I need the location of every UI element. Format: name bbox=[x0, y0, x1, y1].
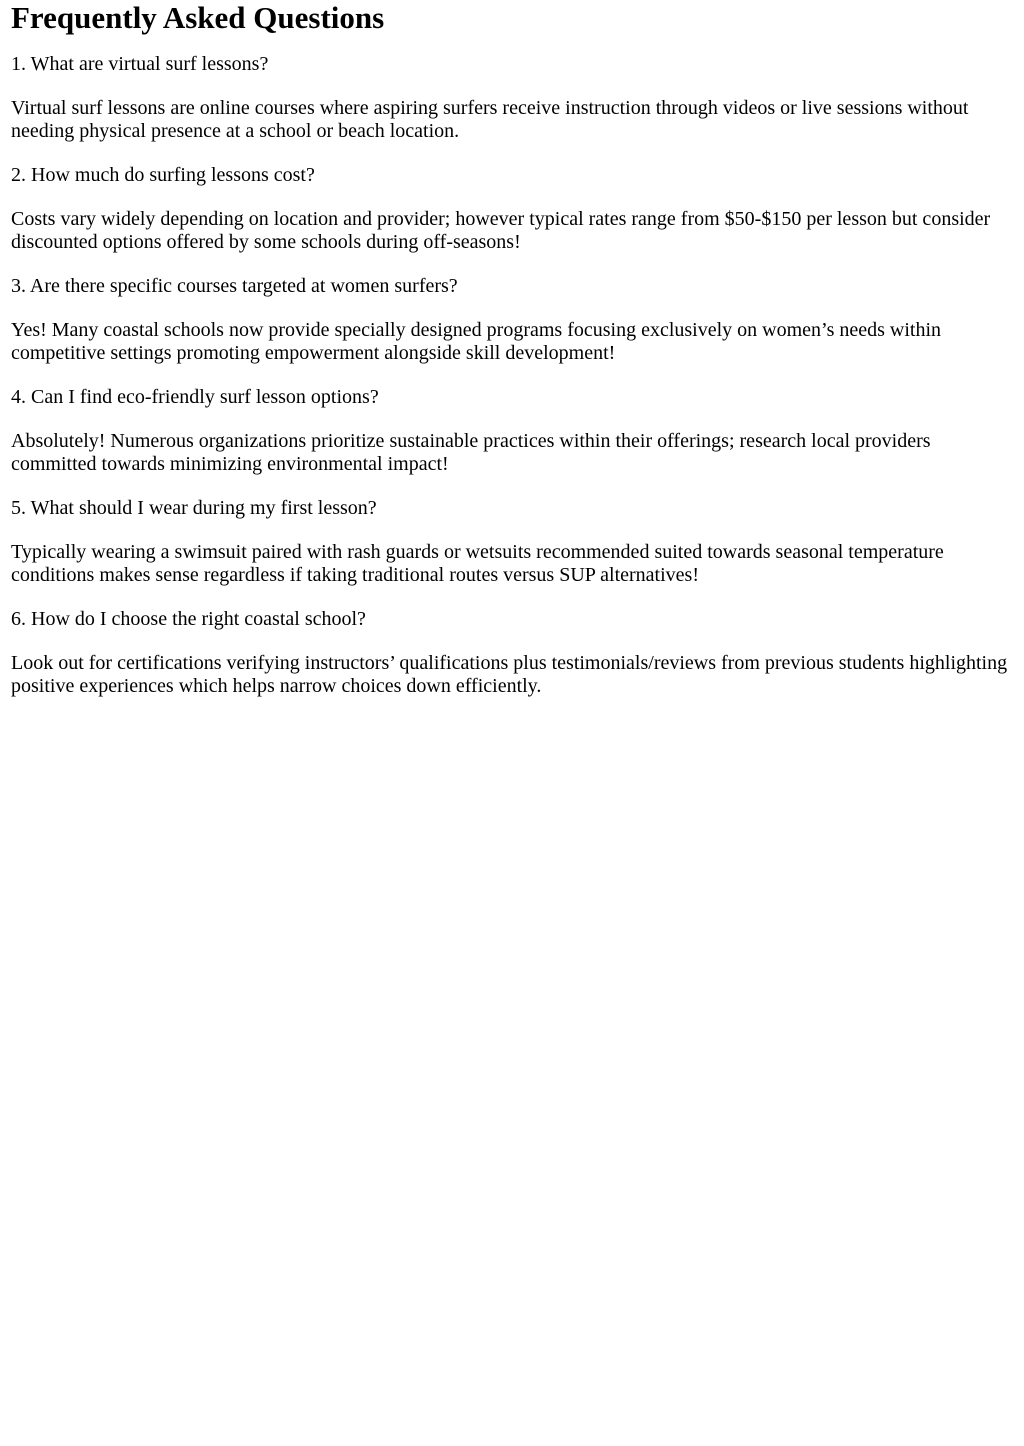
faq-question-6: 6. How do I choose the right coastal school? bbox=[11, 608, 366, 630]
faq-answer-2: Costs vary widely depending on location and provider; however typical rates range from $50-$150 per lesson but consider discounted options offered by some schools during off-seasons! bbox=[11, 208, 991, 253]
page-title: Frequently Asked Questions bbox=[11, 0, 385, 35]
faq-answer-1: Virtual surf lessons are online courses where aspiring surfers receive instruction through videos or live sessions without needing physical presence at a school or beach location. bbox=[11, 97, 969, 142]
faq-answer-6: Look out for certifications verifying instructors’ qualifications plus testimonials/reviews from previous students highlighting positive experiences which helps narrow choices down efficiently. bbox=[11, 652, 1008, 697]
faq-question-1: 1. What are virtual surf lessons? bbox=[11, 53, 269, 75]
faq-question-3: 3. Are there specific courses targeted at women surfers? bbox=[11, 275, 458, 297]
faq-list bbox=[11, 53, 1013, 698]
faq-question-4: 4. Can I find eco-friendly surf lesson options? bbox=[11, 386, 379, 408]
faq-answer-3: Yes! Many coastal schools now provide specially designed programs focusing exclusively on women’s needs within competitive settings promoting empowerment alongside skill development! bbox=[11, 319, 942, 364]
faq-answer-5: Typically wearing a swimsuit paired with rash guards or wetsuits recommended suited towards seasonal temperature conditions makes sense regardless if taking traditional routes versus SUP alternatives! bbox=[11, 541, 944, 586]
faq-answer-4: Absolutely! Numerous organizations prioritize sustainable practices within their offerings; research local providers committed towards minimizing environmental impact! bbox=[11, 430, 931, 475]
faq-question-5: 5. What should I wear during my first lesson? bbox=[11, 497, 377, 519]
faq-question-2: 2. How much do surfing lessons cost? bbox=[11, 164, 315, 186]
